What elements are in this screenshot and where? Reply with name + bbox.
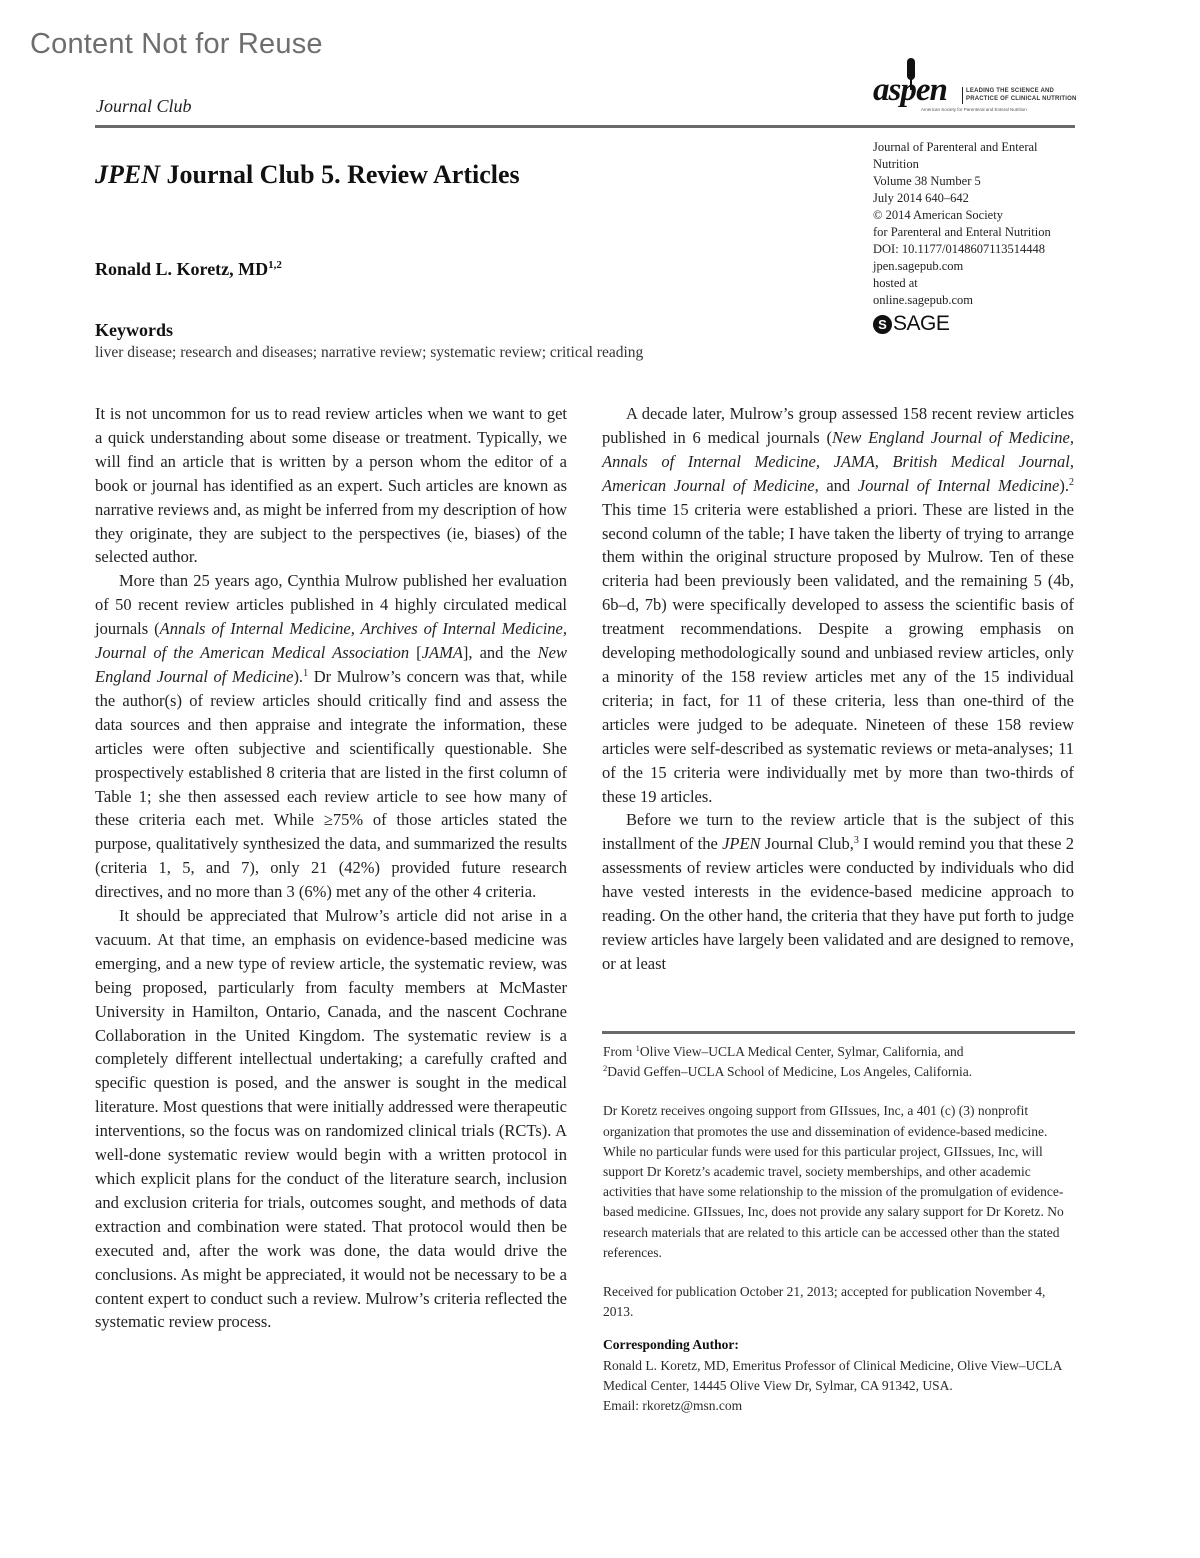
body-column-left — [95, 402, 567, 1334]
keywords-list: liver disease; research and diseases; narrative review; systematic review; critical reading — [95, 344, 644, 361]
logo-society-name: American Society for Parenteral and Enteral Nutrition — [921, 107, 1027, 112]
sage-s-icon: S — [873, 315, 892, 334]
footnote-rule — [602, 1031, 1075, 1034]
paragraph-2: More than 25 years ago, Cynthia Mulrow published her evaluation of 50 recent review articles published in 4 highly circulated medical journals (Annals of Internal Medicine, Archives of Internal Medicine, Journal of the American Medical Association [JAMA], and the New England Journal of Medicine).$^1$ Dr Mulrow’s concern was that, while the author(s) of review articles should critically find and assess the data sources and then appraise and integrate the information, these articles were often subjective and scientifically questionable. She prospectively established 8 criteria that are listed in the first column of Table 1; she then assessed each review article to see how many of these criteria each met. While ≥75% of those articles stated the purpose, qualitatively synthesized the data, and summarized the results (criteria 1, 5, and 7), only 21 (42%) provided future research directives, and no more than 3 (6%) met any of the other 4 criteria. — [95, 571, 568, 902]
reference-3-marker[interactable]: 3 — [853, 835, 859, 847]
article-title — [95, 160, 520, 190]
logo-wordmark: aspen — [873, 72, 947, 108]
email-line — [603, 1396, 1078, 1416]
reference-2-marker[interactable]: 2 — [1069, 476, 1074, 488]
spacer — [603, 1082, 1078, 1101]
watermark-text: Content Not for Reuse — [30, 28, 323, 60]
sage-wordmark: SAGE — [893, 312, 950, 335]
copyright-line1: © 2014 American Society — [873, 208, 1003, 222]
keywords-heading: Keywords — [95, 320, 173, 340]
title-rest: Journal Club 5. Review Articles — [160, 160, 520, 189]
affiliations: From $^1$Olive View–UCLA Medical Center, Sylmar, California, and $^2$David Geffen–UCLA School of Medicine, Los Angeles, California. — [603, 1043, 973, 1080]
received-dates: Received for publication October 21, 2013; accepted for publication November 4, 2013. — [603, 1284, 1046, 1320]
journal-volume: Volume 38 Number 5 — [873, 174, 981, 188]
email-link[interactable]: rkoretz@msn.com — [642, 1398, 743, 1414]
journal-name-line1: Journal of Parenteral and Enteral — [873, 140, 1038, 154]
journal-url[interactable]: jpen.sagepub.com — [873, 259, 964, 273]
aspen-logo — [873, 58, 1078, 118]
author-affiliation-marker: 1,2 — [268, 259, 282, 271]
body-column-right — [602, 402, 1074, 976]
header-rule — [95, 125, 1075, 128]
running-head: Journal Club — [96, 96, 192, 116]
paragraph-1: It is not uncommon for us to read review articles when we want to get a quick understanding about some disease or treatment. Typically, we will find an article that is written by a person whom the editor of a book or journal has identified as an expert. Such articles are known as narrative reviews and, as might be inferred from my description of how they originate, they are subject to the perspectives (ie, biases) of the selected author. — [95, 404, 567, 567]
paragraph-5: Before we turn to the review article that is the subject of this installment of the JPEN Journal Club,$^3$ I would remind you that these 2 assessments of review articles were conducted by individuals who did have vested interests in the evidence-based medicine approach to reading. On the other hand, the criteria that they have put forth to judge review articles have largely been validated and are designed to remove, or at least — [602, 810, 1074, 973]
reference-1-marker[interactable]: 1 — [303, 667, 309, 679]
journal-name-line2: Nutrition — [873, 157, 919, 171]
spacer — [603, 1322, 1078, 1335]
corresponding-author-label: Corresponding Author: — [603, 1337, 739, 1353]
footnotes — [603, 1042, 1078, 1416]
copyright-line2: for Parenteral and Enteral Nutrition — [873, 225, 1051, 239]
hosted-at-label: hosted at — [873, 276, 918, 290]
logo-tagline-line2: PRACTICE OF CLINICAL NUTRITION — [966, 96, 1077, 102]
logo-divider — [962, 87, 963, 104]
author-name: Ronald L. Koretz, MD — [95, 259, 269, 279]
funding-disclosure: Dr Koretz receives ongoing support from GIIssues, Inc, a 401 (c) (3) nonprofit organization that promotes the use and dissemination of evidence-based medicine. While no particular funds were used for this particular project, GIIssues, Inc, will support Dr Koretz’s academic travel, society memberships, and other academic activities that have some relationship to the mission of the promulgation of evidence-based medicine. GIIssues, Inc, does not provide any salary support for Dr Koretz. No research materials that are related to this article can be accessed other than the stated references. — [603, 1103, 1064, 1260]
journal-metadata — [873, 139, 1088, 309]
logo-tagline-line1: LEADING THE SCIENCE AND — [966, 88, 1055, 94]
email-label: Email: — [603, 1398, 643, 1414]
paragraph-4: A decade later, Mulrow’s group assessed 158 recent review articles published in 6 medical journals (New England Journal of Medicine, Annals of Internal Medicine, JAMA, British Medical Journal, American Journal of Medicine, and Journal of Internal Medicine).$^2$ This time 15 criteria were established a priori. These are listed in the second column of the table; I have taken the liberty of trying to arrange them within the original structure proposed by Mulrow. Ten of these criteria had been previously been validated, and the remaining 5 (4b, 6b–d, 7b) were specifically developed to assess the scientific basis of treatment recommendations. Despite a growing emphasis on developing methodologically sound and unbiased review articles, only a minority of the 158 review articles met any of the 15 individual criteria; in fact, for 11 of these criteria, less than one-third of the articles were judged to be adequate. Nineteen of these 158 review articles were self-described as systematic reviews or meta-analyses; 11 of the 15 criteria were individually met by more than two-thirds of these 19 articles. — [602, 404, 1075, 806]
doi: DOI: 10.1177/0148607113514448 — [873, 242, 1045, 256]
author-byline — [95, 259, 282, 280]
host-url[interactable]: online.sagepub.com — [873, 293, 973, 307]
spacer — [603, 1263, 1078, 1282]
corresponding-author-details: Ronald L. Koretz, MD, Emeritus Professor of Clinical Medicine, Olive View–UCLA Medical Center, 14445 Olive View Dr, Sylmar, CA 91342, USA. — [603, 1357, 1062, 1393]
title-italic: JPEN — [95, 160, 160, 189]
logo-tagline — [966, 87, 1078, 103]
sage-logo — [873, 311, 949, 337]
journal-date-pages: July 2014 640–642 — [873, 191, 969, 205]
paragraph-3: It should be appreciated that Mulrow’s article did not arise in a vacuum. At that time, an emphasis on evidence-based medicine was emerging, and a new type of review article, the systematic review, was being proposed, particularly from faculty members at McMaster University in Hamilton, Ontario, Canada, and the nascent Cochrane Collaboration in the United Kingdom. The systematic review is a completely different intellectual undertaking; a carefully crafted and specific question is posed, and the answer is sought in the medical literature. Most questions that were initially addressed were therapeutic interventions, so the focus was on randomized clinical trials (RCTs). A well-done systematic review would begin with a written protocol in which explicit plans for the conduct of the literature search, inclusion and exclusion criteria for trials, outcomes sought, and methods of data extraction and combination were stated. That protocol would then be executed and, after the work was done, the data would drive the conclusions. As might be appreciated, it would not be necessary to be a content expert to conduct such a review. Mulrow’s criteria reflected the systematic review process. — [95, 906, 567, 1332]
